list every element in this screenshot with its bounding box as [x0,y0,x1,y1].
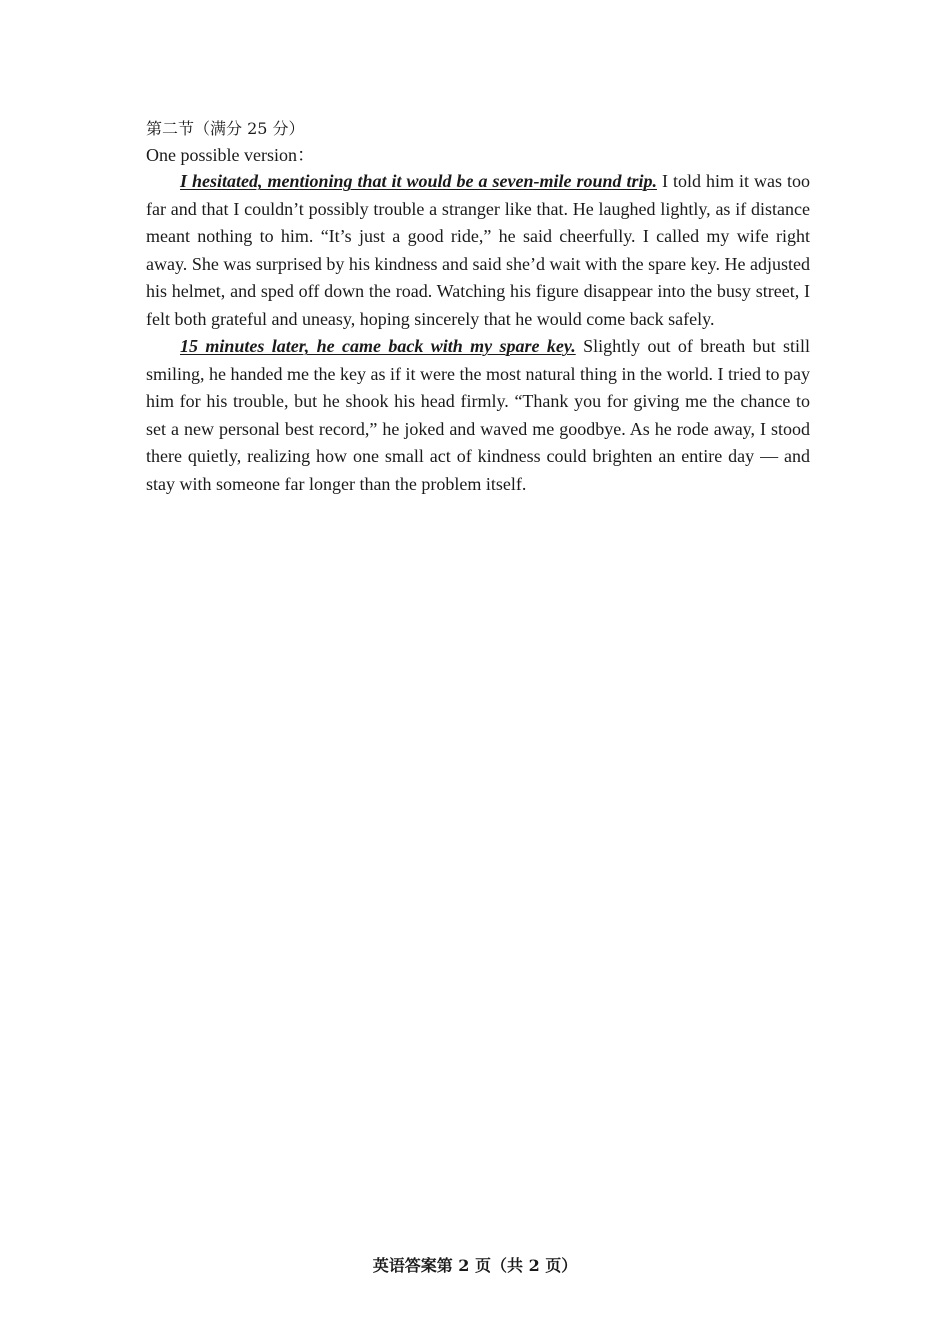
writing-section [146,116,810,498]
paragraph-2-lead-sentence: 15 minutes later, he came back with my spare key. [180,336,576,356]
paragraph-1-lead-sentence: I hesitated, mentioning that it would be a seven-mile round trip. [180,171,658,191]
section-heading: 第二节（满分 25 分） [146,119,305,138]
paragraph-1 [146,168,810,333]
version-intro: One possible version： [146,145,315,165]
paragraph-1-body: I told him it was too far and that I couldn’t possibly trouble a stranger like that. He laughed lightly, as if distance meant nothing to him. “It’s just a good ride,” he said cheerfully. I called my wife right away. She was surprised by his kindness and said she’d wait with the spare key. He adjusted his helmet, and sped off down the road. Watching his figure disappear into the busy street, I felt both grateful and uneasy, hoping sincerely that he would come back safely. [146,171,810,329]
paragraph-2-body: Slightly out of breath but still smiling, he handed me the key as if it were the most natural thing in the world. I tried to pay him for his trouble, but he shook his head firmly. “Thank you for giving me the chance to set a new personal best record,” he joked and waved me goodbye. As he rode away, I stood there quietly, realizing how one small act of kindness could brighten an entire day — and stay with someone far longer than the problem itself. [146,336,811,494]
page-footer: 英语答案第 2 页（共 2 页） [372,1256,578,1275]
paragraph-2 [146,333,810,498]
